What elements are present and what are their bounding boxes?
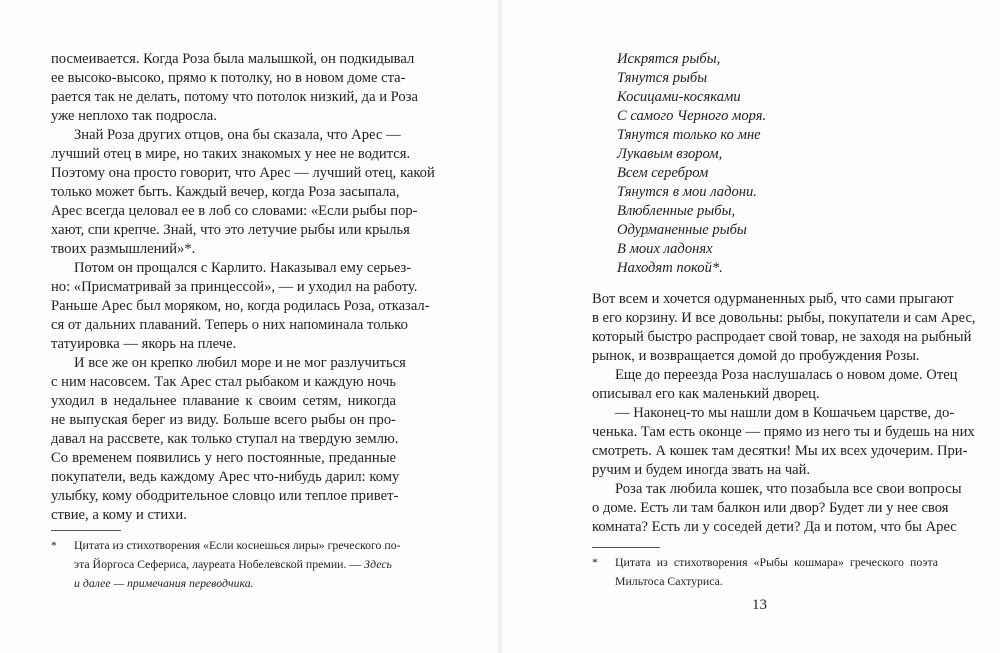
text-line: ствие, а кому и стихи. [51, 507, 187, 523]
text-line: с ним насовсем. Так Арес стал рыбаком и каждую ночь [51, 374, 396, 390]
text-line: Поэтому она просто говорит, что Арес — лучший отец, какой [51, 165, 435, 181]
text-line: рается так не делать, потому что потолок низкий, да и Роза [51, 89, 418, 105]
poem-line: Находят покой*. [617, 260, 723, 276]
text-line: давал на рассвете, как только ступал на твердую землю. [51, 431, 399, 447]
right-page [504, 0, 1000, 653]
book-gutter [496, 0, 504, 653]
text-line: лучший отец в мире, но таких знакомых у нее не водится. [51, 146, 411, 162]
text-line: Вот всем и хочется одурманенных рыб, что сами прыгают [592, 291, 954, 307]
text-line: смотреть. А кошек там десятки! Мы их всех удочерим. При- [592, 443, 968, 459]
footnote-text: эта Йоргоса Сефериса, лауреата Нобелевской премии. — [74, 557, 365, 571]
text-line: который быстро распродает свой товар, не заходя на рыбный [592, 329, 972, 345]
poem-line: В моих ладонях [617, 241, 713, 257]
text-line: Потом он прощался с Карлито. Наказывал ему серьез- [74, 260, 412, 276]
text-line: Со временем появились у него постоянные, преданные [51, 450, 396, 466]
poem-line: Лукавым взором, [617, 146, 723, 162]
text-line: Еще до переезда Роза наслушалась о новом доме. Отец [615, 367, 958, 383]
footnote-line [74, 555, 392, 574]
text-line: только может быть. Каждый вечер, когда Роза засыпала, [51, 184, 400, 200]
poem-line: Всем серебром [617, 165, 709, 181]
poem-line: С самого Черного моря. [617, 108, 767, 124]
footnote-rule [592, 547, 660, 548]
text-line: о доме. Есть ли там балкон или двор? Будет ли у нее своя [592, 500, 949, 516]
poem-line: Влюбленные рыбы, [617, 203, 736, 219]
text-line: в его корзину. И все довольны: рыбы, покупатели и сам Арес, [592, 310, 976, 326]
footnote-marker: * [51, 538, 57, 552]
text-line: Знай Роза других отцов, она бы сказала, что Арес — [74, 127, 401, 143]
poem-line: Косицами-косяками [617, 89, 741, 105]
text-line: — Наконец-то мы нашли дом в Кошачьем царстве, до- [615, 405, 955, 421]
text-line: посмеивается. Когда Роза была малышкой, он подкидывал [51, 51, 415, 67]
footnote-line: Мильтоса Сахтуриса. [615, 574, 723, 588]
text-line: описывал его как маленький дворец. [592, 386, 820, 402]
text-line: И все же он крепко любил море и не мог разлучиться [74, 355, 406, 371]
poem-line: Одурманенные рыбы [617, 222, 747, 238]
text-line: Роза так любила кошек, что позабыла все свои вопросы [615, 481, 962, 497]
text-line: твоих размышлений»*. [51, 241, 196, 257]
text-line: ченька. Там есть оконце — прямо из него ты и будешь на них [592, 424, 975, 440]
poem-line: Искрятся рыбы, [617, 51, 721, 67]
text-line: покупатели, ведь каждому Арес что-нибудь дарил: кому [51, 469, 400, 485]
page-number: 13 [752, 597, 767, 613]
poem-line: Тянутся только ко мне [617, 127, 761, 143]
footnote-line: Цитата из стихотворения «Если коснешься лиры» греческого по- [74, 538, 401, 552]
text-line: хают, спи крепче. Знай, что это летучие рыбы или крылья [51, 222, 410, 238]
text-line: комната? Есть ли у соседей дети? Да и потом, что бы Арес [592, 519, 957, 535]
poem-line: Тянутся рыбы [617, 70, 708, 86]
text-line: улыбку, кому ободрительное словцо или теплое привет- [51, 488, 399, 504]
text-line: татуировка — якорь на плече. [51, 336, 237, 352]
text-line: уже неплохо так подросла. [51, 108, 217, 124]
footnote-marker: * [592, 555, 598, 569]
text-line: уходил в недальнее плавание к своим сетям, никогда [51, 393, 396, 409]
left-page [0, 0, 496, 653]
text-line: ручим и будем иногда звать на чай. [592, 462, 811, 478]
text-line: Раньше Арес был моряком, но, когда родилась Роза, отказал- [51, 298, 430, 314]
text-line: ее высоко-высоко, прямо к потолку, но в новом доме ста- [51, 70, 406, 86]
text-line: Арес всегда целовал ее в лоб со словами: «Если рыбы пор- [51, 203, 418, 219]
poem-line: Тянутся в мои ладони. [617, 184, 757, 200]
footnote-italic-text: Здесь [364, 557, 392, 571]
text-line: не выпуская берег из виду. Больше всего рыбы он про- [51, 412, 396, 428]
text-line: рынок, и возвращается домой до пробуждения Розы. [592, 348, 920, 364]
footnote-rule [51, 530, 121, 531]
footnote-line: и далее — примечания переводчика. [74, 576, 254, 590]
text-line: ся от дальних плаваний. Теперь о них напоминала только [51, 317, 408, 333]
footnote-line: Цитата из стихотворения «Рыбы кошмара» греческого поэта [615, 555, 938, 569]
text-line: но: «Присматривай за принцессой», — и уходил на работу. [51, 279, 418, 295]
